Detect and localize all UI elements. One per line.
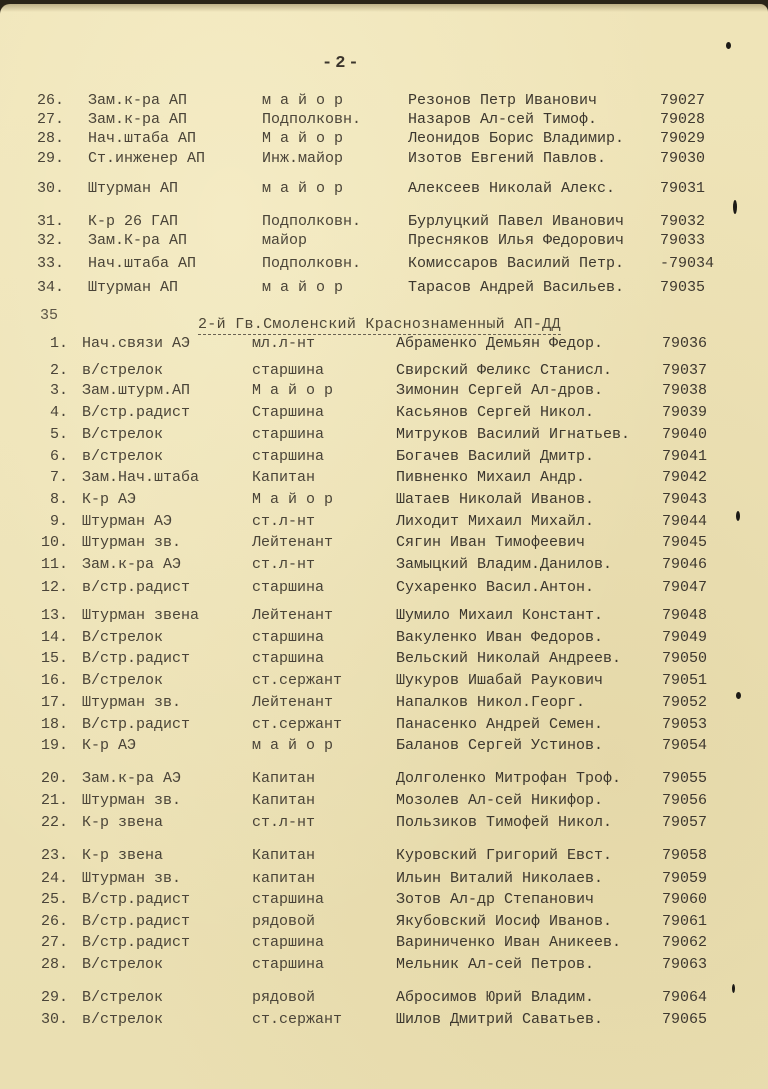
table-row — [0, 607, 768, 627]
table-row — [0, 891, 768, 911]
table-row — [0, 1011, 768, 1031]
table-row — [0, 279, 768, 299]
row-rank: старшина — [252, 426, 325, 443]
row-name: Бурлуцкий Павел Иванович — [408, 213, 625, 230]
ink-speck — [732, 984, 735, 993]
row-id: 79028 — [660, 111, 706, 128]
row-id: 79044 — [662, 513, 708, 530]
row-rank: Капитан — [252, 847, 316, 864]
row-rank: старшина — [252, 579, 325, 596]
row-position: В/стр.радист — [82, 650, 191, 667]
row-name: Панасенко Андрей Семен. — [396, 716, 604, 733]
row-id: 79037 — [662, 362, 708, 379]
row-position: Ст.инженер АП — [88, 150, 206, 167]
row-id: 79052 — [662, 694, 708, 711]
row-id: 79035 — [660, 279, 706, 296]
table-row — [0, 716, 768, 736]
row-name: Резонов Петр Иванович — [408, 92, 598, 109]
row-rank: майор — [262, 232, 308, 249]
row-number: 1. — [49, 335, 68, 352]
row-id: 79060 — [662, 891, 708, 908]
row-number: 16. — [40, 672, 68, 689]
table-row — [0, 404, 768, 424]
row-number: 31. — [36, 213, 64, 230]
row-position: Штурман АП — [88, 180, 179, 197]
row-position: В/стрелок — [82, 989, 164, 1006]
row-rank: Старшина — [252, 404, 325, 421]
row-name: Комиссаров Василий Петр. — [408, 255, 625, 272]
row-position: В/стр.радист — [82, 404, 191, 421]
table-row — [0, 335, 768, 355]
table-row — [0, 737, 768, 757]
row-id: 79046 — [662, 556, 708, 573]
row-name: Шукуров Ишабай Раукович — [396, 672, 604, 689]
row-number: 17. — [40, 694, 68, 711]
row-rank: рядовой — [252, 913, 316, 930]
row-rank: Лейтенант — [252, 694, 334, 711]
row-name: Вакуленко Иван Федоров. — [396, 629, 604, 646]
row-number: 24. — [40, 870, 68, 887]
row-rank: Подполковн. — [262, 111, 362, 128]
row-id: 79048 — [662, 607, 708, 624]
row-name: Леонидов Борис Владимир. — [408, 130, 625, 147]
row-rank: ст.л-нт — [252, 814, 316, 831]
row-rank: старшина — [252, 629, 325, 646]
row-name: Зимонин Сергей Ал-дров. — [396, 382, 604, 399]
row-name: Баланов Сергей Устинов. — [396, 737, 604, 754]
row-name: Алексеев Николай Алекс. — [408, 180, 616, 197]
row-number: 30. — [36, 180, 64, 197]
row-position: К-р звена — [82, 814, 164, 831]
row-id: 79056 — [662, 792, 708, 809]
table-row — [0, 770, 768, 790]
row-name: Сухаренко Васил.Антон. — [396, 579, 595, 596]
row-name: Мельник Ал-сей Петров. — [396, 956, 595, 973]
row-rank: М а й о р — [252, 491, 334, 508]
row-position: Штурман АП — [88, 279, 179, 296]
row-number: 15. — [40, 650, 68, 667]
row-name: Назаров Ал-сей Тимоф. — [408, 111, 598, 128]
table-row — [0, 870, 768, 890]
row-number: 30. — [40, 1011, 68, 1028]
row-name: Богачев Василий Дмитр. — [396, 448, 595, 465]
table-row — [0, 130, 768, 150]
row-position: В/стрелок — [82, 629, 164, 646]
ink-speck — [736, 511, 740, 521]
row-rank: ст.сержант — [252, 716, 343, 733]
row-id: 79033 — [660, 232, 706, 249]
row-position: Нач.связи АЭ — [82, 335, 191, 352]
row-number: 34. — [36, 279, 64, 296]
row-number: 25. — [40, 891, 68, 908]
row-name: Касьянов Сергей Никол. — [396, 404, 595, 421]
row-id: 79039 — [662, 404, 708, 421]
row-position: Зам.штурм.АП — [82, 382, 191, 399]
row-id: 79040 — [662, 426, 708, 443]
table-row — [0, 989, 768, 1009]
row-position: Нач.штаба АП — [88, 130, 197, 147]
table-row — [0, 180, 768, 200]
row-id: 79062 — [662, 934, 708, 951]
row-id: 79032 — [660, 213, 706, 230]
row-position: К-р звена — [82, 847, 164, 864]
row-name: Пользиков Тимофей Никол. — [396, 814, 613, 831]
row-position: в/стрелок — [82, 448, 164, 465]
row-id: 79050 — [662, 650, 708, 667]
row-rank: Подполковн. — [262, 255, 362, 272]
row-position: Штурман зв. — [82, 534, 182, 551]
row-rank: М а й о р — [252, 382, 334, 399]
row-position: Зам.к-ра АЭ — [82, 770, 182, 787]
row-name: Изотов Евгений Павлов. — [408, 150, 607, 167]
row-number: 33. — [36, 255, 64, 272]
row-name: Шилов Дмитрий Саватьев. — [396, 1011, 604, 1028]
row-rank: Лейтенант — [252, 534, 334, 551]
row-number: 27. — [40, 934, 68, 951]
row-rank: рядовой — [252, 989, 316, 1006]
row-rank: старшина — [252, 362, 325, 379]
row-position: К-р 26 ГАП — [88, 213, 179, 230]
row-rank: ст.л-нт — [252, 513, 316, 530]
row-rank: Подполковн. — [262, 213, 362, 230]
row-id: 79042 — [662, 469, 708, 486]
row-position: Зам.к-ра АП — [88, 92, 188, 109]
row-name: Якубовский Иосиф Иванов. — [396, 913, 613, 930]
row-id: 79065 — [662, 1011, 708, 1028]
table-row — [0, 92, 768, 112]
row-number: 22. — [40, 814, 68, 831]
row-rank: Капитан — [252, 469, 316, 486]
row-number: 13. — [40, 607, 68, 624]
row-rank: Капитан — [252, 770, 316, 787]
row-position: в/стр.радист — [82, 579, 191, 596]
table-row — [0, 232, 768, 252]
row-rank: Капитан — [252, 792, 316, 809]
row-number: 3. — [49, 382, 68, 399]
row-rank: ст.сержант — [252, 1011, 343, 1028]
stray-number: 35 — [40, 307, 59, 324]
row-id: 79038 — [662, 382, 708, 399]
table-row — [0, 111, 768, 131]
row-position: В/стрелок — [82, 672, 164, 689]
row-rank: м а й о р — [262, 92, 344, 109]
row-id: 79059 — [662, 870, 708, 887]
row-position: В/стр.радист — [82, 891, 191, 908]
row-name: Сягин Иван Тимофеевич — [396, 534, 586, 551]
row-name: Лиходит Михаил Михайл. — [396, 513, 595, 530]
row-id: 79045 — [662, 534, 708, 551]
row-rank: Инж.майор — [262, 150, 344, 167]
row-id: 79031 — [660, 180, 706, 197]
row-number: 12. — [40, 579, 68, 596]
row-id: 79036 — [662, 335, 708, 352]
row-number: 10. — [40, 534, 68, 551]
row-name: Абраменко Демьян Федор. — [396, 335, 604, 352]
row-id: 79047 — [662, 579, 708, 596]
row-name: Зотов Ал-др Степанович — [396, 891, 595, 908]
ink-speck — [736, 692, 741, 699]
row-id: 79055 — [662, 770, 708, 787]
row-position: в/стрелок — [82, 362, 164, 379]
row-position: Нач.штаба АП — [88, 255, 197, 272]
row-rank: М а й о р — [262, 130, 344, 147]
row-id: 79030 — [660, 150, 706, 167]
table-row — [0, 534, 768, 554]
row-rank: Лейтенант — [252, 607, 334, 624]
row-id: -79034 — [660, 255, 715, 272]
row-position: Штурман зв. — [82, 694, 182, 711]
row-name: Шумило Михаил Констант. — [396, 607, 604, 624]
row-rank: м а й о р — [262, 180, 344, 197]
row-id: 79053 — [662, 716, 708, 733]
table-row — [0, 694, 768, 714]
table-row — [0, 513, 768, 533]
row-position: Штурман АЭ — [82, 513, 173, 530]
row-id: 79043 — [662, 491, 708, 508]
table-row — [0, 792, 768, 812]
row-position: Штурман зв. — [82, 792, 182, 809]
table-row — [0, 847, 768, 867]
row-id: 79061 — [662, 913, 708, 930]
table-row — [0, 579, 768, 599]
row-name: Свирский Феликс Станисл. — [396, 362, 613, 379]
row-position: Зам.к-ра АП — [88, 111, 188, 128]
table-row — [0, 913, 768, 933]
row-id: 79041 — [662, 448, 708, 465]
row-position: Штурман звена — [82, 607, 200, 624]
ink-speck — [726, 42, 731, 49]
row-id: 79051 — [662, 672, 708, 689]
row-number: 7. — [49, 469, 68, 486]
row-id: 79029 — [660, 130, 706, 147]
page-number: -2- — [322, 54, 362, 73]
row-number: 4. — [49, 404, 68, 421]
table-row — [0, 255, 768, 275]
row-name: Абросимов Юрий Владим. — [396, 989, 595, 1006]
row-number: 19. — [40, 737, 68, 754]
table-row — [0, 213, 768, 233]
row-number: 18. — [40, 716, 68, 733]
row-rank: ст.сержант — [252, 672, 343, 689]
row-id: 79064 — [662, 989, 708, 1006]
row-rank: мл.л-нт — [252, 335, 316, 352]
document-page — [0, 4, 768, 1089]
table-row — [0, 426, 768, 446]
row-position: Зам.Нач.штаба — [82, 469, 200, 486]
row-position: Штурман зв. — [82, 870, 182, 887]
table-row — [0, 672, 768, 692]
row-rank: капитан — [252, 870, 316, 887]
row-position: В/стрелок — [82, 956, 164, 973]
table-row — [0, 956, 768, 976]
row-id: 79058 — [662, 847, 708, 864]
section-heading: 2-й Гв.Смоленский Краснознаменный АП-ДД — [198, 316, 561, 333]
row-id: 79049 — [662, 629, 708, 646]
row-number: 8. — [49, 491, 68, 508]
row-number: 9. — [49, 513, 68, 530]
row-rank: старшина — [252, 956, 325, 973]
row-number: 32. — [36, 232, 64, 249]
table-row — [0, 814, 768, 834]
table-row — [0, 382, 768, 402]
row-rank: ст.л-нт — [252, 556, 316, 573]
row-name: Долголенко Митрофан Троф. — [396, 770, 622, 787]
row-number: 5. — [49, 426, 68, 443]
row-number: 29. — [36, 150, 64, 167]
row-number: 29. — [40, 989, 68, 1006]
row-number: 26. — [36, 92, 64, 109]
row-name: Шатаев Николай Иванов. — [396, 491, 595, 508]
row-position: К-р АЭ — [82, 737, 137, 754]
row-number: 28. — [40, 956, 68, 973]
row-name: Мозолев Ал-сей Никифор. — [396, 792, 604, 809]
table-row — [0, 469, 768, 489]
row-rank: м а й о р — [252, 737, 334, 754]
row-name: Вельский Николай Андреев. — [396, 650, 622, 667]
row-number: 21. — [40, 792, 68, 809]
table-row — [0, 650, 768, 670]
row-position: в/стрелок — [82, 1011, 164, 1028]
row-id: 79054 — [662, 737, 708, 754]
row-name: Ильин Виталий Николаев. — [396, 870, 604, 887]
row-position: В/стр.радист — [82, 934, 191, 951]
table-row — [0, 934, 768, 954]
row-number: 11. — [40, 556, 68, 573]
row-number: 2. — [49, 362, 68, 379]
row-number: 23. — [40, 847, 68, 864]
row-name: Напалков Никол.Георг. — [396, 694, 586, 711]
row-rank: старшина — [252, 891, 325, 908]
table-row — [0, 150, 768, 170]
ink-speck — [733, 200, 737, 214]
row-rank: старшина — [252, 650, 325, 667]
row-position: В/стрелок — [82, 426, 164, 443]
row-rank: старшина — [252, 448, 325, 465]
row-id: 79027 — [660, 92, 706, 109]
row-rank: старшина — [252, 934, 325, 951]
row-position: В/стр.радист — [82, 913, 191, 930]
table-row — [0, 448, 768, 468]
table-row — [0, 491, 768, 511]
row-name: Куровский Григорий Евст. — [396, 847, 613, 864]
row-rank: м а й о р — [262, 279, 344, 296]
table-row — [0, 556, 768, 576]
row-name: Тарасов Андрей Васильев. — [408, 279, 625, 296]
table-row — [0, 629, 768, 649]
row-number: 20. — [40, 770, 68, 787]
row-position: В/стр.радист — [82, 716, 191, 733]
row-name: Пресняков Илья Федорович — [408, 232, 625, 249]
row-position: Зам.к-ра АЭ — [82, 556, 182, 573]
row-name: Пивненко Михаил Андр. — [396, 469, 586, 486]
row-name: Вариниченко Иван Аникеев. — [396, 934, 622, 951]
row-name: Замыцкий Владим.Данилов. — [396, 556, 613, 573]
row-id: 79057 — [662, 814, 708, 831]
row-id: 79063 — [662, 956, 708, 973]
row-position: Зам.К-ра АП — [88, 232, 188, 249]
table-row — [0, 362, 768, 382]
row-number: 28. — [36, 130, 64, 147]
row-number: 26. — [40, 913, 68, 930]
row-name: Митруков Василий Игнатьев. — [396, 426, 631, 443]
row-number: 14. — [40, 629, 68, 646]
row-position: К-р АЭ — [82, 491, 137, 508]
row-number: 27. — [36, 111, 64, 128]
row-number: 6. — [49, 448, 68, 465]
